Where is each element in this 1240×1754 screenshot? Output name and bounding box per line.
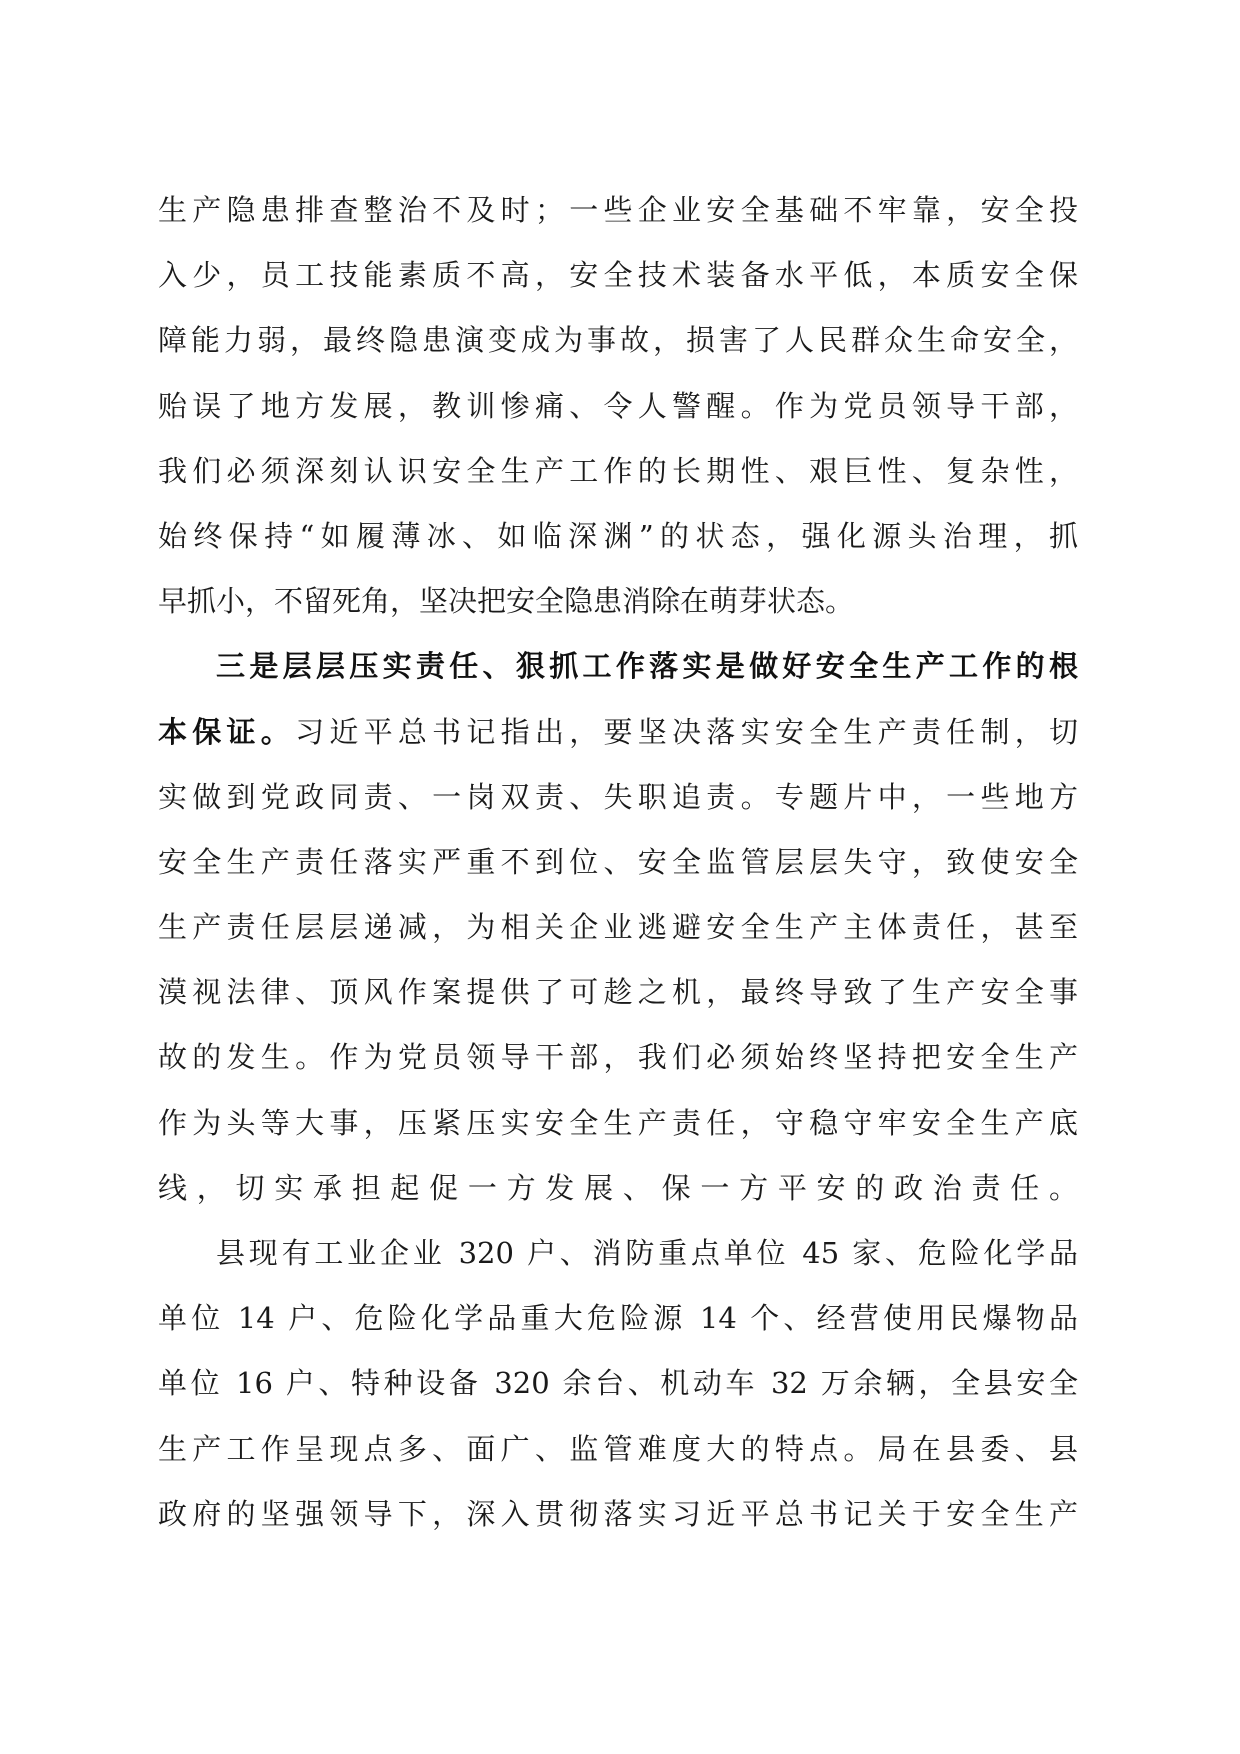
text-line: 障能力弱，最终隐患演变成为事故，损害了人民群众生命安全， (158, 323, 1078, 358)
text-span: 习近平总书记指出，要坚决落实安全生产责任制，切 (295, 714, 1078, 749)
text-line: 县现有工业企业 320 户、消防重点单位 45 家、危险化学品 (216, 1236, 1078, 1270)
text-line: 安全生产责任落实严重不到位、安全监管层层失守，致使安全 (158, 844, 1078, 879)
paragraph-heading: 三是层层压实责任、狠抓工作落实是做好安全生产工作的根 (216, 649, 1078, 684)
text-line: 早抓小，不留死角，坚决把安全隐患消除在萌芽状态。 (158, 584, 855, 619)
text-line: 入少，员工技能素质不高，安全技术装备水平低，本质安全保 (158, 258, 1078, 293)
text-line (158, 700, 1078, 765)
text-line: 贻误了地方发展，教训惨痛、令人警醒。作为党员领导干部， (158, 388, 1078, 423)
text-line: 始终保持“如履薄冰、如临深渊”的状态，强化源头治理，抓 (158, 518, 1078, 553)
text-line: 单位 16 户、特种设备 320 余台、机动车 32 万余辆，全县安全 (158, 1366, 1078, 1401)
document-body (158, 178, 1078, 1547)
text-line: 生产责任层层递减，为相关企业逃避安全生产主体责任，甚至 (158, 910, 1078, 945)
paragraph-heading-end: 本保证。 (158, 714, 296, 749)
text-line: 实做到党政同责、一岗双责、失职追责。专题片中，一些地方 (158, 779, 1078, 814)
paragraph-2 (158, 634, 1078, 1221)
text-line: 生产隐患排查整治不及时；一些企业安全基础不牢靠，安全投 (158, 193, 1078, 227)
text-line: 作为头等大事，压紧压实安全生产责任，守稳守牢安全生产底 (158, 1105, 1078, 1140)
text-line: 生产工作呈现点多、面广、监管难度大的特点。局在县委、县 (158, 1431, 1078, 1466)
text-line: 单位 14 户、危险化学品重大危险源 14 个、经营使用民爆物品 (158, 1301, 1078, 1336)
text-line: 故的发生。作为党员领导干部，我们必须始终坚持把安全生产 (158, 1040, 1078, 1075)
paragraph-3 (158, 1221, 1078, 1547)
text-line: 政府的坚强领导下，深入贯彻落实习近平总书记关于安全生产 (158, 1496, 1078, 1531)
text-line: 线，切实承担起促一方发展、保一方平安的政治责任。 (158, 1170, 1078, 1205)
text-line: 漠视法律、顶风作案提供了可趁之机，最终导致了生产安全事 (158, 975, 1078, 1010)
paragraph-1 (158, 178, 1078, 634)
text-line: 我们必须深刻认识安全生产工作的长期性、艰巨性、复杂性， (158, 453, 1078, 488)
